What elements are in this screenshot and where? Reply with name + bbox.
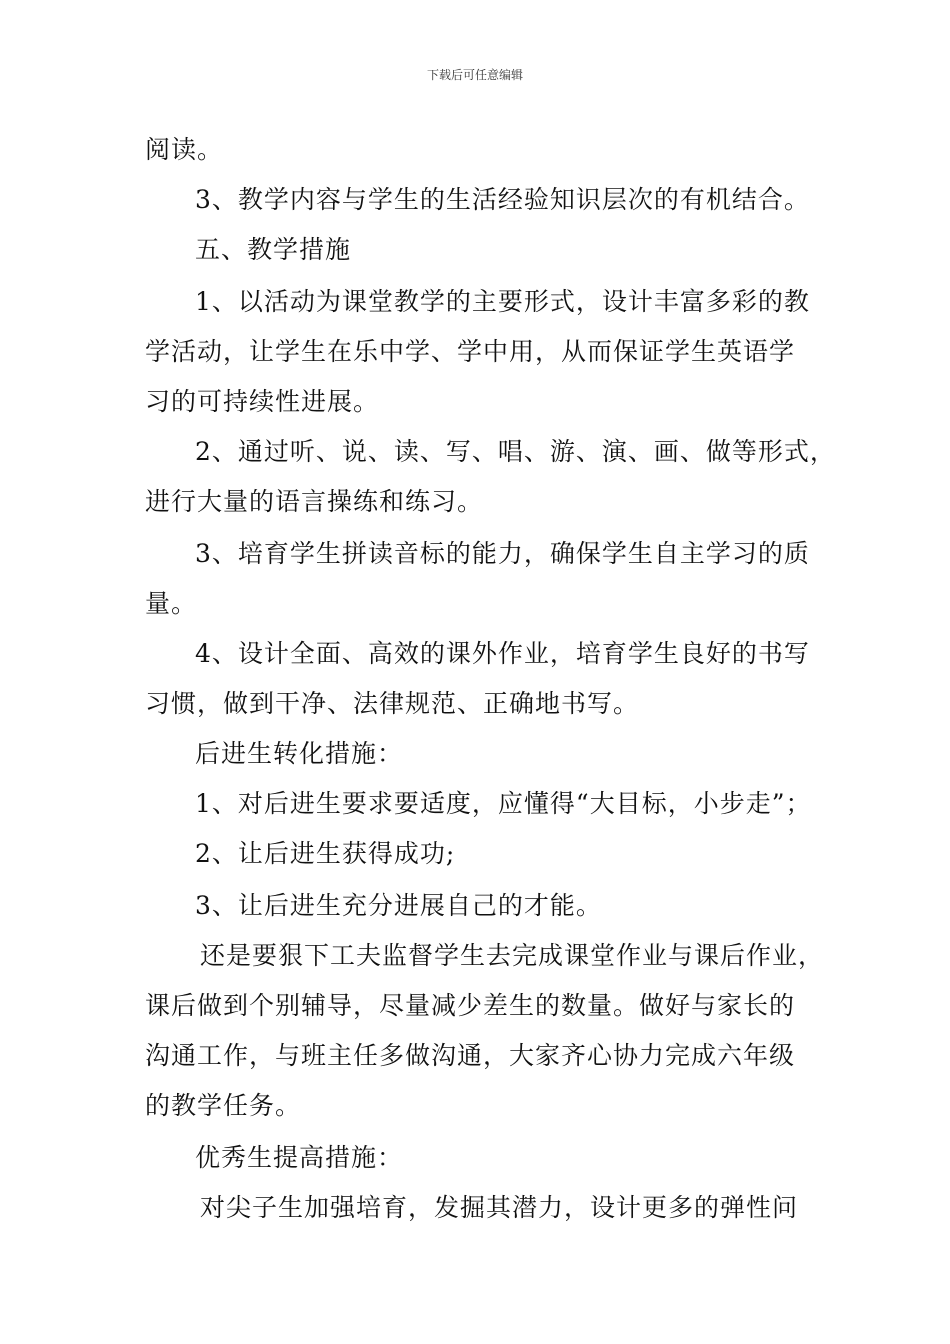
text-line: 对尖子生加强培育，发掘其潜力，设计更多的弹性问: [200, 1193, 799, 1222]
text-line: 学活动，让学生在乐中学、学中用，从而保证学生英语学: [145, 337, 796, 366]
text-line: 4、设计全面、高效的课外作业，培育学生良好的书写: [195, 639, 810, 668]
text-line: 2、通过听、说、读、写、唱、游、演、画、做等形式，: [195, 437, 836, 466]
text-line: 习的可持续性进展。: [145, 387, 380, 416]
page-header: 下载后可任意编辑: [426, 68, 523, 82]
text-line: 进行大量的语言操练和练习。: [145, 487, 484, 516]
text-line: 优秀生提高措施：: [195, 1143, 404, 1172]
text-line: 后进生转化措施：: [195, 739, 404, 768]
text-line: 五、教学措施: [195, 235, 352, 264]
text-line: 2、让后进生获得成功;: [195, 839, 456, 868]
text-line: 还是要狠下工夫监督学生去完成课堂作业与课后作业，: [200, 941, 825, 970]
text-line: 3、培育学生拼读音标的能力，确保学生自主学习的质: [195, 539, 810, 568]
text-line: 沟通工作，与班主任多做沟通，大家齐心协力完成六年级: [145, 1041, 796, 1070]
text-line: 习惯，做到干净、法律规范、正确地书写。: [145, 689, 640, 718]
text-line: 1、对后进生要求要适度，应懂得“大目标，小步走”；: [195, 789, 812, 818]
text-line: 的教学任务。: [145, 1091, 302, 1120]
text-line: 1、以活动为课堂教学的主要形式，设计丰富多彩的教: [195, 287, 810, 316]
text-line: 量。: [145, 589, 198, 618]
text-line: 阅读。: [145, 135, 224, 164]
text-line: 课后做到个别辅导，尽量减少差生的数量。做好与家长的: [145, 991, 796, 1020]
text-line: 3、让后进生充分进展自己的才能。: [195, 891, 602, 920]
text-line: 3、教学内容与学生的生活经验知识层次的有机结合。: [195, 185, 810, 214]
